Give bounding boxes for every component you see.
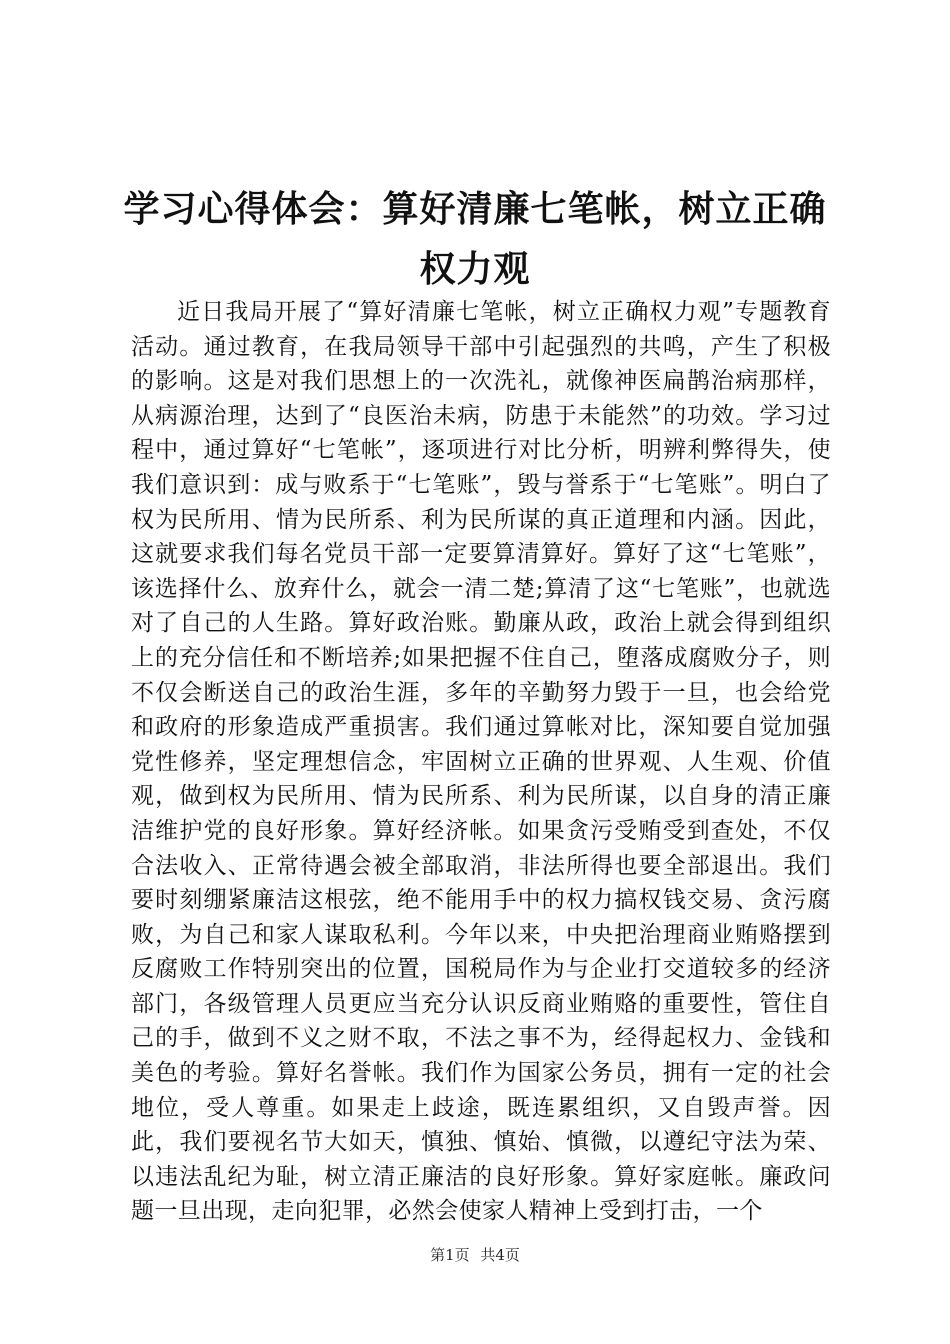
page-number: 第1页 (430, 1246, 470, 1264)
page-total: 共4页 (480, 1246, 520, 1264)
body-paragraph: 近日我局开展了“算好清廉七笔帐，树立正确权力观”专题教育活动。通过教育，在我局领导干部中引起强烈的共鸣，产生了积极的影响。这是对我们思想上的一次洗礼，就像神医扁鹊治病那样，从病源治理，达到了“良医治未病，防患于未能然”的功效。学习过程中，通过算好“七笔帐”，逐项进行对比分析，明辨利弊得失，使我们意识到：成与败系于“七笔账”，毁与誉系于“七笔账”。明白了权为民所用、情为民所系、利为民所谋的真正道理和内涵。因此，这就要求我们每名党员干部一定要算清算好。算好了这“七笔账”，该选择什么、放弃什么，就会一清二楚;算清了这“七笔账”，也就选对了自己的人生路。算好政治账。勤廉从政，政治上就会得到组织上的充分信任和不断培养;如果把握不住自己，堕落成腐败分子，则不仅会断送自己的政治生涯，多年的辛勤努力毁于一旦，也会给党和政府的形象造成严重损害。我们通过算帐对比，深知要自觉加强党性修养，坚定理想信念，牢固树立正确的世界观、人生观、价值观，做到权为民所用、情为民所系、利为民所谋，以自身的清正廉洁维护党的良好形象。算好经济帐。如果贪污受贿受到查处，不仅合法收入、正常待遇会被全部取消，非法所得也要全部退出。我们要时刻绷紧廉洁这根弦，绝不能用手中的权力搞权钱交易、贪污腐败，为自己和家人谋取私利。今年以来，中央把治理商业贿赂摆到反腐败工作特别突出的位置，国税局作为与企业打交道较多的经济部门，各级管理人员更应当充分认识反商业贿赂的重要性，管住自己的手，做到不义之财不取，不法之事不为，经得起权力、金钱和美色的考验。算好名誉帐。我们作为国家公务员，拥有一定的社会地位，受人尊重。如果走上歧途，既连累组织，又自毁声誉。因此，我们要视名节大如天，慎独、慎始、慎微，以遵纪守法为荣、以违法乱纪为耻，树立清正廉洁的良好形象。算好家庭帐。廉政问题一旦出现，走向犯罪，必然会使家人精神上受到打击，一个 (131, 299, 831, 1225)
page-footer (0, 1244, 950, 1265)
document-title: 学习心得体会：算好清廉七笔帐，树立正确权力观 (123, 189, 827, 290)
